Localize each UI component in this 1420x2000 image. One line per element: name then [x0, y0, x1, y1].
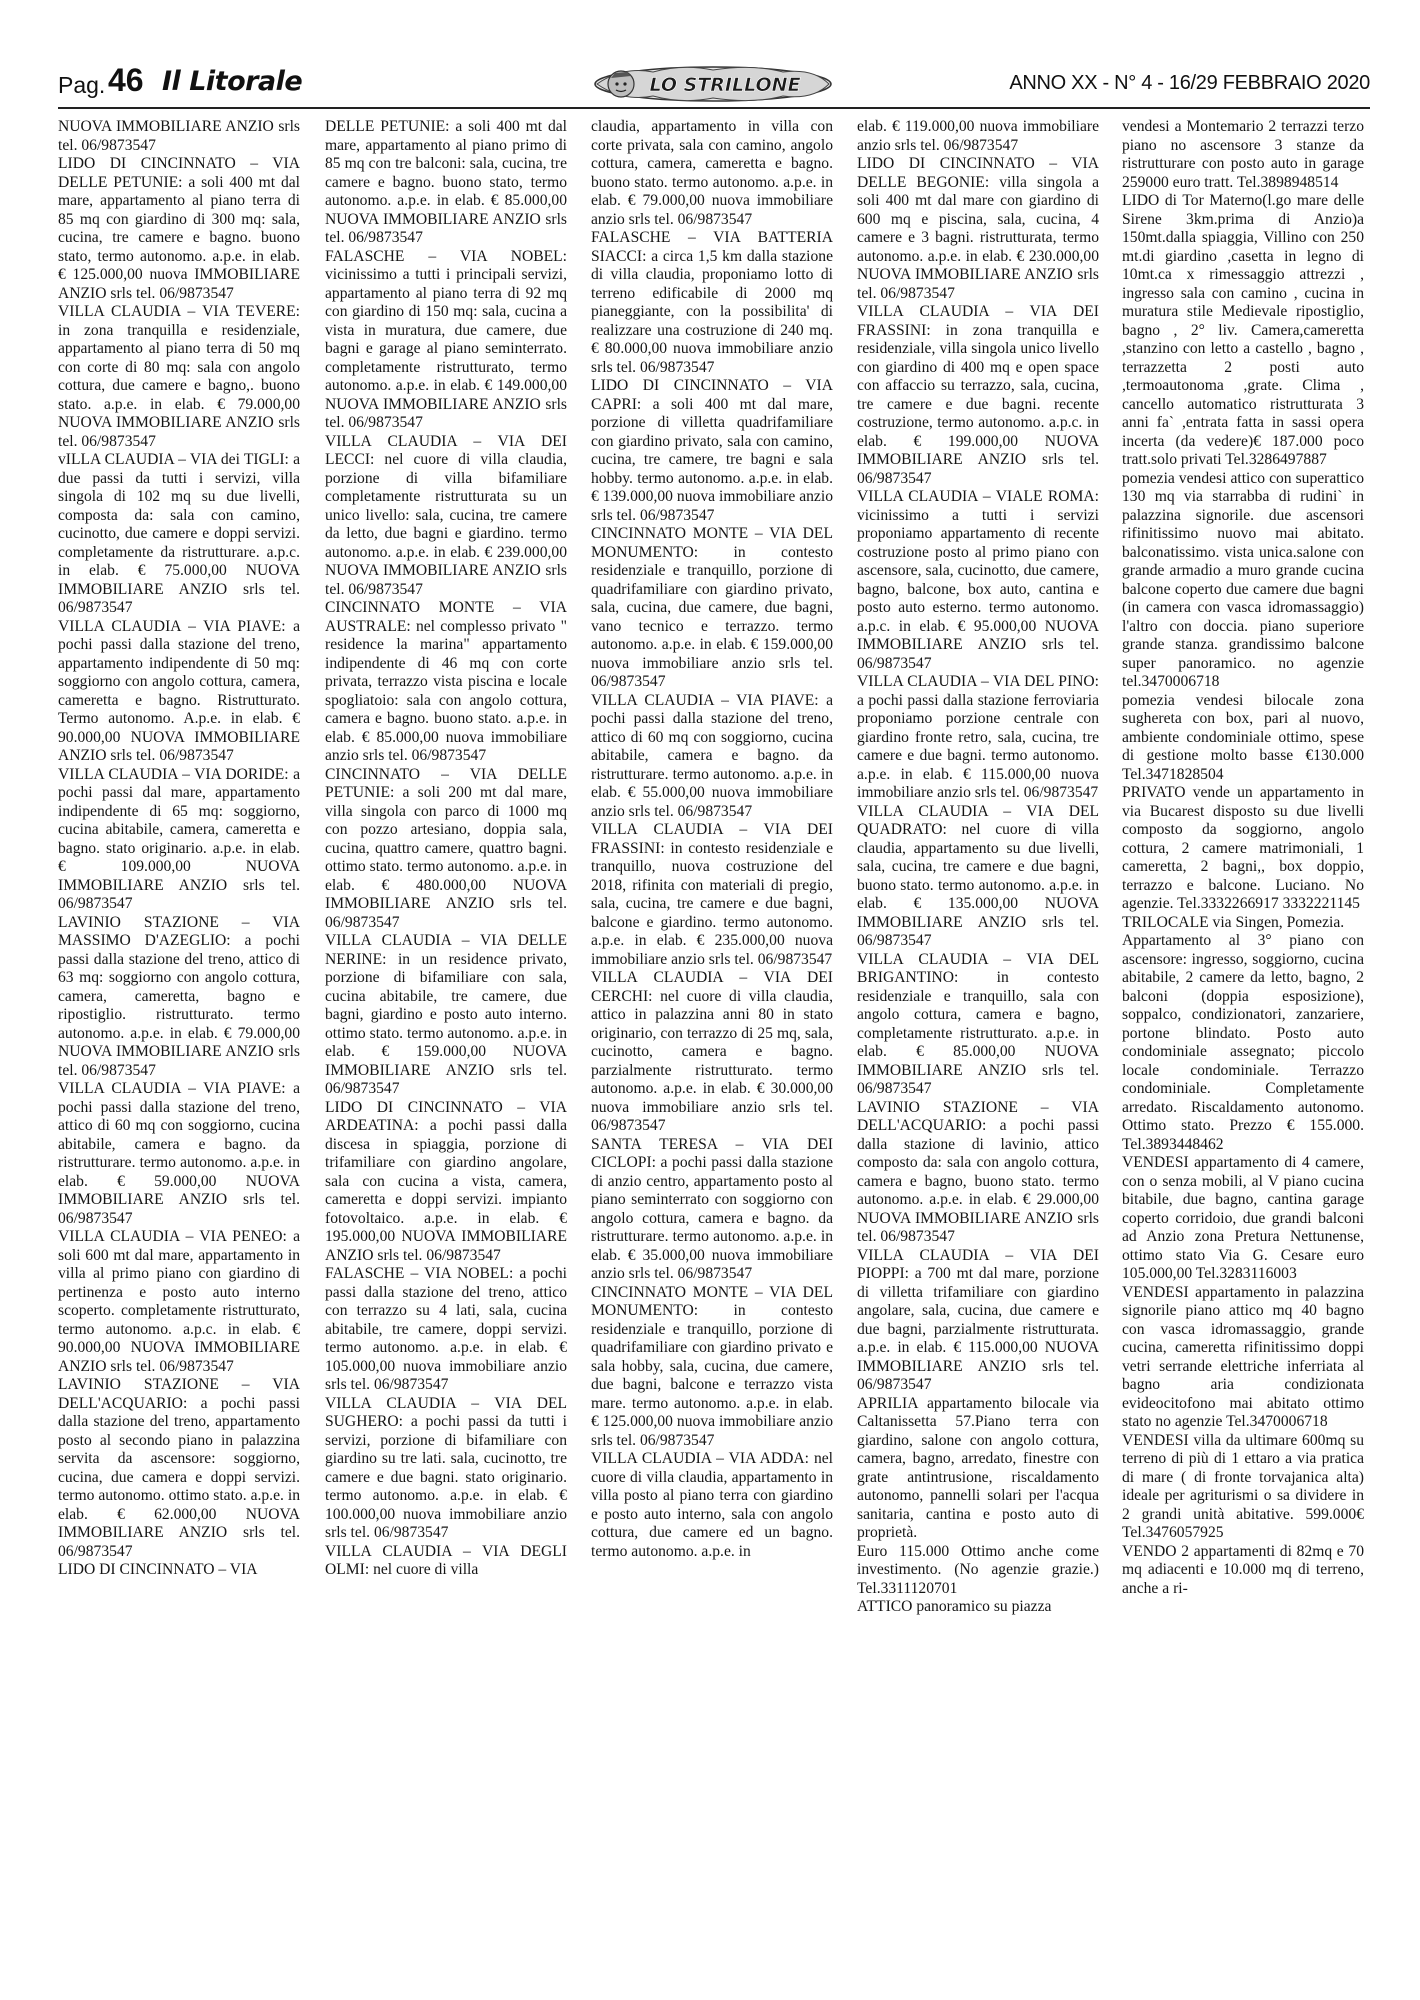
classified-ad: FALASCHE – VIA NOBEL: a pochi passi dalla stazione del treno, attico con terrazzo su 4 lati, sala, cucina abitabile, tre camere, doppi servizi. termo autonomo. a.p.e. in elab. € 105.000,00 nuova immobiliare anzio srls tel. 06/9873547	[325, 1265, 567, 1393]
classified-ad: APRILIA appartamento bilocale via Caltanissetta 57.Piano terra con giardino, salone con angolo cottura, camera, bagno, arredato, finestre con grate antintrusione, riscaldamento autonomo, pannelli solari per l'acqua sanitaria, cantina e posto auto di proprietà.	[857, 1394, 1099, 1541]
column-1	[58, 118, 300, 1978]
classified-ad: VILLA CLAUDIA – VIALE ROMA: vicinissimo a tutti i servizi proponiamo appartamento di recente costruzione posto al primo piano con ascensore, sala, cucinotto, due camere, bagno, balcone, box auto, cantina e posto auto esterno. termo autonomo. a.p.c. in elab. € 95.000,00 NUOVA IMMOBILIARE ANZIO srls tel. 06/9873547	[857, 488, 1099, 672]
classified-ad: elab. € 119.000,00 nuova immobiliare anzio srls tel. 06/9873547	[857, 118, 1099, 154]
classified-ad: VILLA CLAUDIA – VIA DEI LECCI: nel cuore di villa claudia, porzione di villa bifamiliare completamente ristrutturata su un unico livello: sala, cucina, tre camere da letto, due bagni e giardino. termo autonomo. a.p.e. in elab. € 239.000,00 NUOVA IMMOBILIARE ANZIO srls tel. 06/9873547	[325, 432, 567, 598]
classified-ad: LIDO DI CINCINNATO – VIA	[58, 1561, 258, 1578]
classified-ad: VILLA CLAUDIA – VIA DEI PIOPPI: a 700 mt dal mare, porzione di villetta trifamiliare con giardino angolare, sala, cucina, due camere e due bagni, parzialmente ristrutturata. a.p.e. in elab. € 115.000,00 NUOVA IMMOBILIARE ANZIO srls tel. 06/9873547	[857, 1246, 1099, 1393]
classified-ad: VILLA CLAUDIA – VIA DEGLI OLMI: nel cuore di villa	[325, 1542, 567, 1578]
classified-ad: Appartamento al 3° piano con ascensore: ingresso, soggiorno, cucina abitabile, 2 camere da letto, bagno, 2 balconi (doppia esposizione), soppalco, condizionatori, zanzariere, portone blindato. Posto auto condominiale assegnato; piccolo locale condominiale. Terrazzo condominiale. Completamente arredato. Riscaldamento autonomo. Ottimo stato. Prezzo € 155.000. Tel.3893448462	[1122, 932, 1364, 1153]
classified-ad: LIDO DI CINCINNATO – VIA DELLE PETUNIE: a soli 400 mt dal mare, appartamento al piano terra di 85 mq con giardino di 300 mq: sala, cucina, tre camere e bagno. buono stato, termo autonomo. a.p.e. in elab. € 125.000,00 nuova IMMOBILIARE ANZIO srls tel. 06/9873547	[58, 155, 300, 302]
classified-ad: FALASCHE – VIA NOBEL: vicinissimo a tutti i principali servizi, appartamento al piano terra di 92 mq con giardino di 150 mq: sala, cucina a vista in muratura, due camere, due bagni e garage al piano seminterrato. completamente ristrutturato, termo autonomo. a.p.e. in elab. € 149.000,00 NUOVA IMMOBILIARE ANZIO srls tel. 06/9873547	[325, 247, 567, 431]
classified-ad: LIDO DI CINCINNATO – VIA ARDEATINA: a pochi passi dalla discesa in spiaggia, porzione di trifamiliare con giardino angolare, sala con cucina a vista, camera, cameretta e doppi servizi. impianto fotovoltaico. a.p.e. in elab. € 195.000,00 NUOVA IMMOBILIARE ANZIO srls tel. 06/9873547	[325, 1098, 567, 1264]
classified-ad: Euro 115.000 Ottimo anche come investimento. (No agenzie grazie.) Tel.3311120701	[857, 1542, 1099, 1597]
classified-ad: claudia, appartamento in villa con corte privata, sala con camino, angolo cottura, camera, cameretta e bagno. buono stato. termo autonomo. a.p.e. in elab. € 79.000,00 nuova immobiliare anzio srls tel. 06/9873547	[591, 118, 833, 228]
classified-ad: VENDESI appartamento in palazzina signorile piano attico mq 40 bagno con vasca idromassaggio, grande cucina, cameretta rifinitissimo doppi vetri serrande elettriche inferriata al bagno aria condizionata evideocitofono mai abitato ottimo stato no agenzie Tel.3470006718	[1122, 1283, 1364, 1430]
issue-info: ANNO XX - N° 4 - 16/29 FEBBRAIO 2020	[1009, 72, 1370, 94]
classified-ad: VENDESI villa da ultimare 600mq su terreno di più di 1 ettaro a via pratica di mare ( di fronte torvajanica alta) ideale per agriturismi o sa dividere in 2 grandi unità abitative. 599.000€ Tel.3476057925	[1122, 1431, 1364, 1541]
classified-ad: pomezia vendesi bilocale zona sughereta con box, pari al nuovo, ambiente condominiale ottimo, spese di gestione molto basse €130.000 Tel.3471828504	[1122, 691, 1364, 783]
header-rule	[58, 107, 1370, 109]
classified-ad: FALASCHE – VIA BATTERIA SIACCI: a circa 1,5 km dalla stazione di villa claudia, proponiamo lotto di terreno edificabile di 2000 mq pianeggiante, con la possibilita' di realizzare una costruzione di 240 mq. € 80.000,00 nuova immobiliare anzio srls tel. 06/9873547	[591, 229, 833, 376]
classified-ad: LAVINIO STAZIONE – VIA MASSIMO D'AZEGLIO: a pochi passi dalla stazione del treno, attico di 63 mq: soggiorno con angolo cottura, camera, cameretta, bagno e ripostiglio. ristrutturato. termo autonomo. a.p.e. in elab. € 79.000,00 NUOVA IMMOBILIARE ANZIO srls tel. 06/9873547	[58, 913, 300, 1079]
classified-ad: VILLA CLAUDIA – VIA PENEO: a soli 600 mt dal mare, appartamento in villa al primo piano con giardino di pertinenza e posto auto interno scoperto. completamente ristrutturato, termo autonomo. a.p.c. in elab. € 90.000,00 NUOVA IMMOBILIARE ANZIO srls tel. 06/9873547	[58, 1228, 300, 1375]
classified-ad: VENDO 2 appartamenti di 82mq e 70 mq adiacenti e 10.000 mq di terreno, anche a ri-	[1122, 1542, 1364, 1597]
classified-ad: vILLA CLAUDIA – VIA dei TIGLI: a due passi da tutti i servizi, villa singola di 102 mq su due livelli, composta da: sala con camino, cucinotto, due camere e doppi servizi. completamente da ristrutturare. a.p.c. in elab. € 75.000,00 NUOVA IMMOBILIARE ANZIO srls tel. 06/9873547	[58, 451, 300, 616]
classified-ad: LAVINIO STAZIONE – VIA DELL'ACQUARIO: a pochi passi dalla stazione di lavinio, attico composto da: sala con angolo cottura, camera e bagno, buono stato. termo autonomo. a.p.e. in elab. € 29.000,00 NUOVA IMMOBILIARE ANZIO srls tel. 06/9873547	[857, 1098, 1099, 1245]
classified-ad: LIDO DI CINCINNATO – VIA CAPRI: a soli 400 mt dal mare, porzione di villetta quadrifamiliare con giardino privato, sala con camino, cucina, tre camere, tre bagni e sala hobby. termo autonomo. a.p.e. in elab. € 139.000,00 nuova immobiliare anzio srls tel. 06/9873547	[591, 377, 833, 524]
column-3	[591, 118, 833, 1978]
classified-ad: ATTICO panoramico su piazza	[857, 1598, 1052, 1615]
classified-ad: PRIVATO vende un appartamento in via Bucarest disposto su due livelli composto da soggiorno, angolo cottura, 2 camere matrimoniali, 1 cameretta, 2 bagni,, box doppio, terrazzo e balcone. Luciano. No agenzie. Tel.3332266917 3332221145	[1122, 784, 1364, 912]
classified-ad: CINCINNATO – VIA DELLE PETUNIE: a soli 200 mt dal mare, villa singola con parco di 1000 mq con pozzo artesiano, doppia sala, cucina, quattro camere, quattro bagni. ottimo stato. termo autonomo. a.p.e. in elab. € 480.000,00 NUOVA IMMOBILIARE ANZIO srls tel. 06/9873547	[325, 765, 567, 931]
classified-ad: vendesi a Montemario 2 terrazzi terzo piano no ascensore 3 stanze da ristrutturare con posto auto in garage 259000 euro tratt. Tel.3898948514	[1122, 118, 1364, 191]
classified-ad: DELLE PETUNIE: a soli 400 mt dal mare, appartamento al piano primo di 85 mq con tre balconi: sala, cucina, tre camere e bagno. buono stato, termo autonomo. a.p.e. in elab. € 85.000,00 NUOVA IMMOBILIARE ANZIO srls tel. 06/9873547	[325, 118, 567, 246]
classified-ad: VILLA CLAUDIA – VIA ADDA: nel cuore di villa claudia, appartamento in villa posto al piano terra con giardino e posto auto interno, sala con angolo cottura, due camere ed un bagno. termo autonomo. a.p.e. in	[591, 1450, 833, 1560]
column-2	[325, 118, 567, 1978]
lo-strillone-logo	[593, 62, 833, 106]
classified-ad: NUOVA IMMOBILIARE ANZIO srls tel. 06/9873547	[58, 118, 300, 154]
classified-ad: VILLA CLAUDIA – VIA DEL QUADRATO: nel cuore di villa claudia, appartamento su due livelli, sala, cucina, tre camere e due bagni, buono stato. termo autonomo. a.p.e. in elab. € 135.000,00 NUOVA IMMOBILIARE ANZIO srls tel. 06/9873547	[857, 802, 1099, 949]
classified-ad: VILLA CLAUDIA – VIA PIAVE: a pochi passi dalla stazione del treno, attico di 60 mq con soggiorno, cucina abitabile, camera e bagno. da ristrutturare. termo autonomo. a.p.e. in elab. € 59.000,00 NUOVA IMMOBILIARE ANZIO srls tel. 06/9873547	[58, 1080, 300, 1227]
classified-ad: pomezia vendesi attico con superattico 130 mq via starrabba di rudini` in palazzina signorile. due ascensori rifinitissimo nuovo mai abitato. balconatissimo. vista unica.salone con grande armadio a muro grande cucina balcone coperto due camere due bagni (in camera con vasca idromassaggio) l'altro con doccia. piano superiore grande stanza. grandissimo balcone super panoramico. no agenzie tel.3470006718	[1122, 469, 1364, 690]
page-label: Pag.	[58, 72, 106, 98]
classified-ad: VILLA CLAUDIA – VIA TEVERE: in zona tranquilla e residenziale, appartamento al piano terra di 50 mq con corte di 80 mq: sala con angolo cottura, due camere e bagno,. buono stato. a.p.e. in elab. € 79.000,00 NUOVA IMMOBILIARE ANZIO srls tel. 06/9873547	[58, 303, 300, 450]
classified-ad: VILLA CLAUDIA – VIA DORIDE: a pochi passi dal mare, appartamento indipendente di 65 mq: soggiorno, cucina abitabile, camera, cameretta e bagno. stato originario. a.p.e. in elab. € 109.000,00 NUOVA IMMOBILIARE ANZIO srls tel. 06/9873547	[58, 765, 300, 912]
classified-ad: VILLA CLAUDIA – VIA DEL PINO: a pochi passi dalla stazione ferroviaria proponiamo porzione centrale con giardino fronte retro, sala, cucina, tre camere e due bagni. termo autonomo. a.p.e. in elab. € 115.000,00 nuova immobiliare anzio srls tel. 06/9873547	[857, 673, 1099, 801]
classified-ad: VILLA CLAUDIA – VIA DELLE NERINE: in un residence privato, porzione di bifamiliare con sala, cucina abitabile, tre camere, due bagni, giardino e posto auto interno. ottimo stato. termo autonomo. a.p.e. in elab. € 159.000,00 NUOVA IMMOBILIARE ANZIO srls tel. 06/9873547	[325, 932, 567, 1097]
page-header	[58, 62, 1370, 104]
classified-ad: VILLA CLAUDIA – VIA PIAVE: a pochi passi dalla stazione del treno, appartamento indipendente di 50 mq: soggiorno con angolo cottura, camera, cameretta e bagno. Ristrutturato. Termo autonomo. A.p.e. in elab. € 90.000,00 NUOVA IMMOBILIARE ANZIO srls tel. 06/9873547	[58, 617, 300, 764]
classified-ad: VILLA CLAUDIA – VIA DEI FRASSINI: in zona tranquilla e residenziale, villa singola unico livello con giardino di 400 mq e open space con affaccio su terrazzo, sala, cucina, tre camere e due bagni. recente costruzione, termo autonomo. a.p.c. in elab. € 199.000,00 NUOVA IMMOBILIARE ANZIO srls tel. 06/9873547	[857, 303, 1099, 487]
page-number: 46	[108, 62, 144, 98]
classified-ad: VENDESI appartamento di 4 camere, con o senza mobili, al V piano cucina bitabile, due bagno, cantina garage coperto corridoio, due grandi balconi ad Anzio zona Pretura Nettunense, ottimo stato Via G. Cesare euro 105.000,00 Tel.3283116003	[1122, 1154, 1364, 1282]
classified-ad: LIDO di Tor Materno(l.go mare delle Sirene 3km.prima di Anzio)a 150mt.dalla spiaggia, Villino con 250 mt.di giardino ,casetta in legno di 10mt.ca x rimessaggio attrezzi , ingresso sala con camino , cucina in muratura stile Medievale ripostiglio, bagno , 2° liv. Camera,cameretta ,stanzino con letto a castello , bagno , terrazzetta 2 posti auto ,termoautonoma ,grate. Clima , cancello automatico ristrutturata 3 anni fa` ,entrata fatta in sassi opera incerta (da vedere)€ 187.000 poco tratt.solo privati Tel.3286497887	[1122, 192, 1364, 468]
classified-ad: VILLA CLAUDIA – VIA DEI CERCHI: nel cuore di villa claudia, attico in palazzina anni 80 in stato originario, con terrazzo di 25 mq, sala, cucinotto, camera e bagno. parzialmente ristrutturato. termo autonomo. a.p.e. in elab. € 30.000,00 nuova immobiliare anzio srls tel. 06/9873547	[591, 969, 833, 1134]
classified-ad: CINCINNATO MONTE – VIA AUSTRALE: nel complesso privato " residence la marina" appartamento indipendente di 46 mq con corte privata, terrazzo vista piscina e locale spogliatoio: sala con angolo cottura, camera e bagno. buono stato. a.p.e. in elab. € 85.000,00 nuova immobiliare anzio srls tel. 06/9873547	[325, 599, 567, 764]
masthead-title: Il Litorale	[162, 66, 303, 97]
classified-ad: LAVINIO STAZIONE – VIA DELL'ACQUARIO: a pochi passi dalla stazione del treno, appartamento posto al secondo piano in palazzina servita da ascensore: soggiorno, cucina, due camera e doppi servizi. termo autonomo. ottimo stato. a.p.e. in elab. € 62.000,00 NUOVA IMMOBILIARE ANZIO srls tel. 06/9873547	[58, 1376, 300, 1560]
column-4	[857, 118, 1099, 1978]
column-5	[1122, 118, 1364, 1978]
classified-ad: VILLA CLAUDIA – VIA DEI FRASSINI: in contesto residenziale e tranquillo, nuova costruzione del 2018, rifinita con materiali di pregio, sala, cucina, tre camere e due bagni, balcone e giardino. termo autonomo. a.p.e. in elab. € 235.000,00 nuova immobiliare anzio srls tel. 06/9873547	[591, 821, 833, 968]
classified-ad: TRILOCALE via Singen, Pomezia.	[1122, 913, 1345, 931]
classified-ad: VILLA CLAUDIA – VIA DEL BRIGANTINO: in contesto residenziale e tranquillo, sala con angolo cottura, camera e bagno, completamente ristrutturato. a.p.e. in elab. € 85.000,00 NUOVA IMMOBILIARE ANZIO srls tel. 06/9873547	[857, 950, 1099, 1097]
classified-ad: LIDO DI CINCINNATO – VIA DELLE BEGONIE: villa singola a soli 400 mt dal mare con giardino di 600 mq e piscina, sala, cucina, 4 camere e 3 bagni. ristrutturata, termo autonomo. a.p.e. in elab. € 230.000,00 NUOVA IMMOBILIARE ANZIO srls tel. 06/9873547	[857, 155, 1099, 302]
logo-text: LO STRILLONE	[649, 74, 801, 96]
classified-ad: SANTA TERESA – VIA DEI CICLOPI: a pochi passi dalla stazione di anzio centro, appartamento posto al piano seminterrato con soggiorno con angolo cottura, camera e bagno. da ristrutturare. termo autonomo. a.p.e. in elab. € 35.000,00 nuova immobiliare anzio srls tel. 06/9873547	[591, 1135, 833, 1282]
classified-ad: CINCINNATO MONTE – VIA DEL MONUMENTO: in contesto residenziale e tranquillo, porzione di quadrifamiliare con giardino privato, sala, cucina, due camere, due bagni, vano tecnico e terrazzo. termo autonomo. a.p.e. in elab. € 159.000,00 nuova immobiliare anzio srls tel. 06/9873547	[591, 525, 833, 690]
classified-ad: CINCINNATO MONTE – VIA DEL MONUMENTO: in contesto residenziale e tranquillo, porzione di quadrifamiliare con giardino privato e sala hobby, sala, cucina, due camere, due bagni, balcone e terrazzo vista mare. termo autonomo. a.p.e. in elab. € 125.000,00 nuova immobiliare anzio srls tel. 06/9873547	[591, 1283, 833, 1449]
classified-ad: VILLA CLAUDIA – VIA PIAVE: a pochi passi dalla stazione del treno, attico di 60 mq con soggiorno, cucina abitabile, camera e bagno. da ristrutturare. termo autonomo. a.p.e. in elab. € 55.000,00 nuova immobiliare anzio srls tel. 06/9873547	[591, 691, 833, 820]
classified-ad: VILLA CLAUDIA – VIA DEL SUGHERO: a pochi passi da tutti i servizi, porzione di bifamiliare con giardino su tre lati. sala, cucinotto, tre camere e due bagni. stato originario. termo autonomo. a.p.e. in elab. € 100.000,00 nuova immobiliare anzio srls tel. 06/9873547	[325, 1394, 567, 1541]
